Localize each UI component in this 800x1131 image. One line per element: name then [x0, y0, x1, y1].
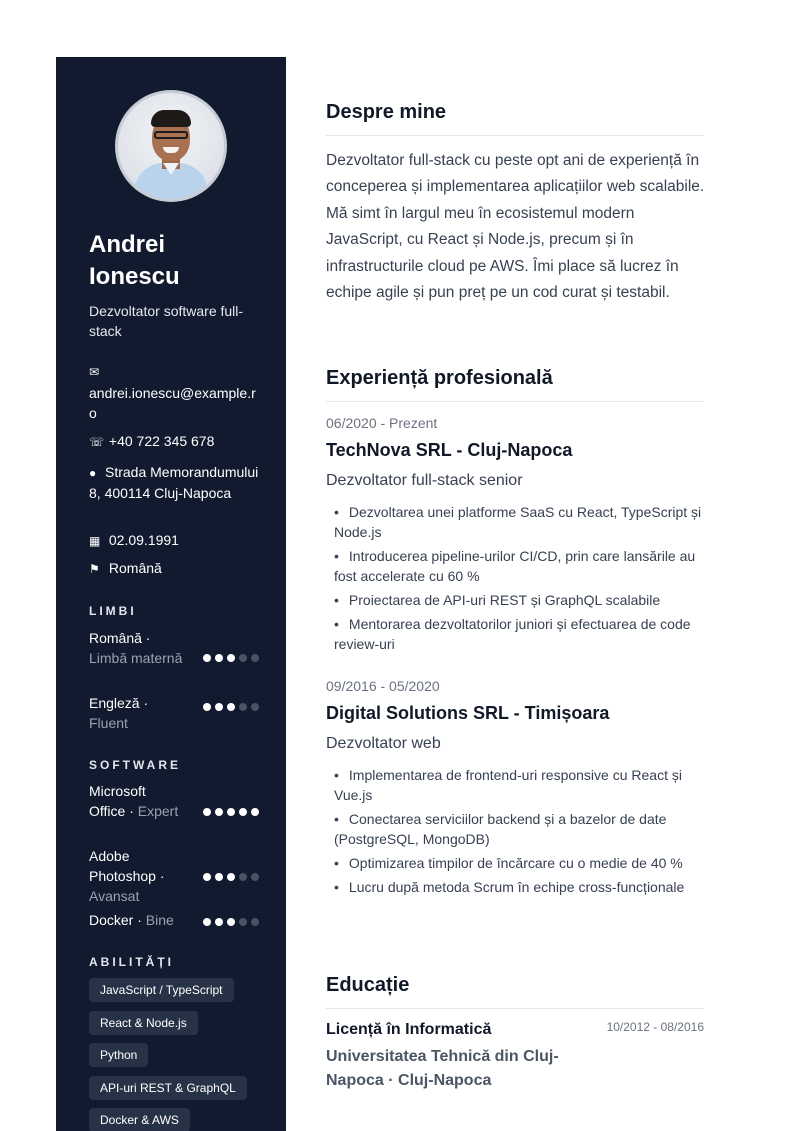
flag-icon: ⚑ — [89, 562, 100, 576]
phone-icon: ☏ — [89, 435, 105, 449]
job-company: Digital Solutions SRL - Timișoara — [326, 703, 610, 723]
skill-chip: JavaScript / TypeScript — [89, 978, 234, 1002]
software-level: Expert — [137, 803, 179, 819]
rating-dot — [227, 873, 235, 881]
rating-dot — [203, 654, 211, 662]
experience-heading: Experiență profesională — [326, 367, 704, 402]
software-label: SOFTWARE — [89, 758, 181, 772]
contact-address — [89, 462, 259, 503]
job-period: 06/2020 - Prezent — [326, 415, 438, 431]
rating-dot — [227, 918, 235, 926]
envelope-icon: ✉ — [89, 365, 100, 379]
list-item: • Dezvoltarea unei platforme SaaS cu React, TypeScript și Node.js — [334, 502, 704, 542]
rating-dot — [215, 703, 223, 711]
map-pin-icon: ● — [89, 466, 97, 480]
language-level: Limbă maternă — [89, 650, 183, 666]
language-name: Română · — [89, 630, 151, 646]
rating-dot — [215, 808, 223, 816]
job-company: TechNova SRL - Cluj-Napoca — [326, 440, 573, 460]
nationality-text: Română — [108, 560, 162, 576]
job-bullets — [334, 765, 704, 901]
rating-dot — [203, 703, 211, 711]
rating-dot — [251, 808, 259, 816]
skill-chip: API-uri REST & GraphQL — [89, 1076, 247, 1100]
languages-label: LIMBI — [89, 604, 137, 618]
rating-dot — [203, 918, 211, 926]
education-degree: Licență în Informatică — [326, 1021, 492, 1038]
list-item: • Implementarea de frontend-uri responsive cu React și Vue.js — [334, 765, 704, 805]
education-school: Universitatea Tehnică din Cluj-Napoca · Cluj-Napoca — [326, 1048, 559, 1089]
skills-label: ABILITĂȚI — [89, 955, 174, 969]
rating-dot — [239, 918, 247, 926]
about-heading: Despre mine — [326, 101, 704, 136]
software-rating — [199, 871, 259, 891]
skill-chip: React & Node.js — [89, 1011, 198, 1035]
rating-dot — [203, 808, 211, 816]
rating-dot — [227, 703, 235, 711]
language-name: Engleză · — [89, 695, 149, 711]
profile-title: Dezvoltator software full-stack — [89, 303, 244, 339]
language-level: Fluent — [89, 715, 128, 731]
software-level: Bine — [145, 912, 174, 928]
software-rating — [199, 916, 259, 936]
skill-chip: Python — [89, 1043, 148, 1067]
language-item — [89, 693, 259, 733]
education-period: 10/2012 - 08/2016 — [606, 1020, 704, 1034]
software-name: Microsoft Office · — [89, 783, 146, 819]
list-item: • Proiectarea de API-uri REST și GraphQL scalabile — [334, 590, 704, 610]
software-name: Docker · — [89, 912, 142, 928]
list-item: • Lucru după metoda Scrum în echipe cross-funcționale — [334, 877, 704, 897]
contact-phone — [89, 431, 259, 452]
software-item — [89, 846, 259, 906]
email-text[interactable]: andrei.ionescu@example.ro — [89, 385, 256, 421]
rating-dot — [251, 654, 259, 662]
language-item — [89, 628, 259, 668]
about-text: Dezvoltator full-stack cu peste opt ani de experiență în conceperea și implementarea aplicațiilor web scalabile. Mă simt în largul meu în ecosistemul modern JavaScript, cu React și Node.js, precum și în infrastructurile cloud pe AWS. Îmi place să lucrez în echipe agile și pun preț pe un cod curat și testabil. — [326, 152, 705, 302]
job-role: Dezvoltator web — [326, 735, 441, 752]
language-rating — [199, 652, 259, 672]
rating-dot — [215, 918, 223, 926]
phone-text: +40 722 345 678 — [108, 433, 215, 449]
job-period: 09/2016 - 05/2020 — [326, 678, 440, 694]
avatar — [115, 90, 227, 202]
contact-birthdate — [89, 530, 259, 551]
rating-dot — [251, 918, 259, 926]
rating-dot — [239, 703, 247, 711]
list-item: • Conectarea serviciilor backend și a bazelor de date (PostgreSQL, MongoDB) — [334, 809, 704, 849]
software-rating — [199, 806, 259, 826]
rating-dot — [203, 873, 211, 881]
rating-dot — [251, 873, 259, 881]
list-item: • Optimizarea timpilor de încărcare cu o medie de 40 % — [334, 853, 704, 873]
rating-dot — [239, 808, 247, 816]
address-text: Strada Memorandumului 8, 400114 Cluj-Napoca — [89, 464, 259, 501]
software-name: Adobe Photoshop · — [89, 848, 165, 884]
education-heading: Educație — [326, 974, 704, 1009]
sidebar — [56, 57, 286, 1131]
rating-dot — [251, 703, 259, 711]
software-item — [89, 781, 259, 821]
rating-dot — [239, 654, 247, 662]
contact-email[interactable] — [89, 383, 259, 423]
list-item: • Introducerea pipeline-urilor CI/CD, prin care lansările au fost accelerate cu 60 % — [334, 546, 704, 586]
software-item — [89, 910, 259, 930]
profile-photo — [118, 93, 224, 199]
skill-chip: Docker & AWS — [89, 1108, 190, 1131]
cake-icon: ▦ — [89, 534, 101, 548]
job-bullets — [334, 502, 704, 658]
software-level: Avansat — [89, 888, 140, 904]
rating-dot — [215, 873, 223, 881]
rating-dot — [227, 654, 235, 662]
language-rating — [199, 701, 259, 721]
rating-dot — [227, 808, 235, 816]
rating-dot — [239, 873, 247, 881]
list-item: • Mentorarea dezvoltatorilor juniori și efectuarea de code review-uri — [334, 614, 704, 654]
rating-dot — [215, 654, 223, 662]
profile-name: Andrei Ionescu — [89, 231, 180, 290]
job-role: Dezvoltator full-stack senior — [326, 472, 523, 489]
birthdate-text: 02.09.1991 — [108, 532, 179, 548]
contact-nationality — [89, 558, 259, 579]
